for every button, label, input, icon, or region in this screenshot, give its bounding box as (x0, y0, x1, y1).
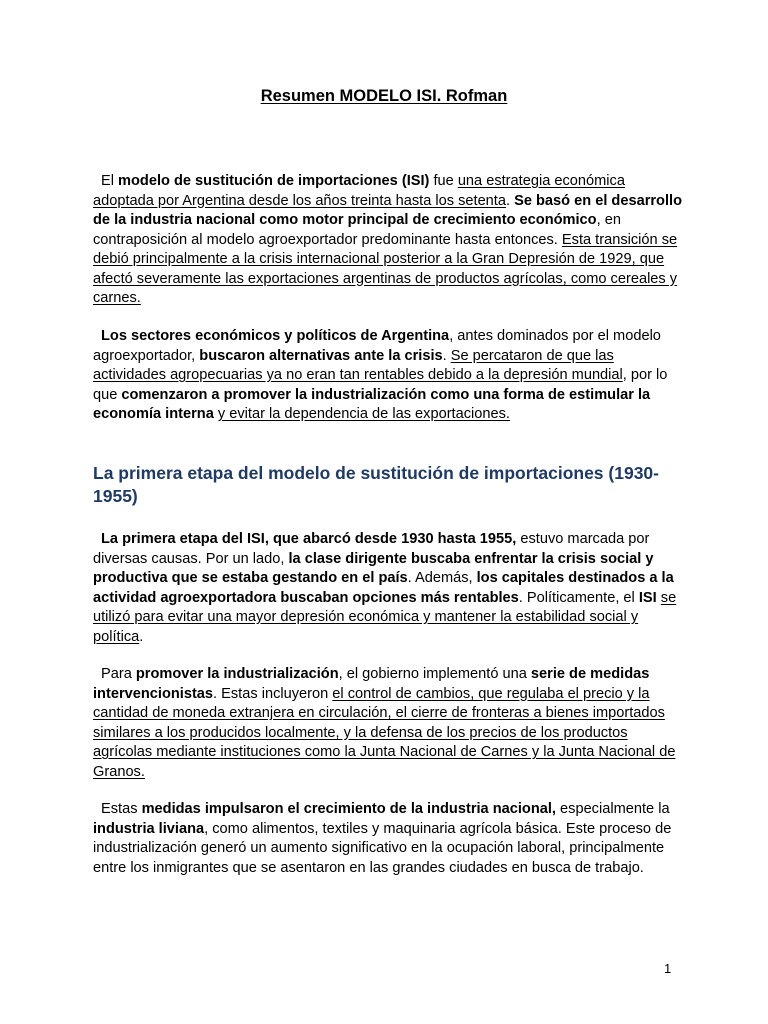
paragraph-growth (93, 800, 683, 878)
bold-run: modelo de sustitución de importaciones (ISI) (118, 173, 430, 189)
paragraph-first-stage (93, 530, 683, 647)
text-run: , antes dominados por el modelo agroexportador, (93, 328, 661, 364)
text-run: especialmente la (555, 801, 670, 817)
text-run: Para (101, 666, 136, 682)
bold-run: Se basó en el desarrollo de la industria nacional como motor principal de crecimiento económico (93, 192, 682, 228)
underlined-run: y evitar la dependencia de las exportaciones. (217, 406, 510, 422)
bold-run: ISI (638, 589, 657, 606)
bold-run: los capitales destinados a la actividad agroexportadora buscaban opciones más rentables (93, 570, 674, 606)
bold-run: industria liviana (93, 820, 205, 837)
text-run: . Además, (407, 570, 477, 586)
underlined-run: Se percataron de que las actividades agropecuarias ya no eran tan rentables debido a la depresión mundial (93, 347, 623, 383)
text-run: , como alimentos, textiles y maquinaria agrícola básica. Este proceso de industrialización generó un aumento significativo en la ocupación laboral, principalmente entre los inmigrantes que se asentaron en las grandes ciudades en busca de trabajo. (93, 820, 672, 876)
text-run: fue (429, 173, 458, 189)
paragraph-measures (93, 665, 683, 782)
text-run: , por lo que (93, 367, 668, 403)
paragraph-intro (93, 172, 683, 309)
text-run: estuvo marcada por diversas causas. Por un lado, (93, 531, 650, 567)
bold-run: Los sectores económicos y políticos de Argentina (101, 328, 450, 344)
text-run: Estas (101, 801, 142, 817)
paragraph-sectors (93, 327, 683, 425)
bold-run: comenzaron a promover la industrialización como una forma de estimular la economía interna (93, 386, 651, 422)
bold-run: La primera etapa del ISI, que abarcó desde 1930 hasta 1955, (101, 531, 517, 547)
section-heading: La primera etapa del modelo de sustitución de importaciones (1930-1955) (93, 463, 659, 506)
text-run: , el gobierno implementó una (338, 666, 531, 682)
bold-run: serie de medidas intervencionistas (93, 666, 650, 702)
underlined-run: el control de cambios, que regulaba el precio y la cantidad de moneda extranjera en circulación, el cierre de fronteras a bienes importados similares a los producidos localmente, y la defensa de los precios de los productos agrícolas mediante instituciones como la Junta Nacional de Carnes y la Junta Nacional de Granos. (93, 685, 676, 780)
text-run: , en contraposición al modelo agroexportador predominante hasta entonces. (93, 212, 621, 248)
underlined-run: una estrategia económica adoptada por Argentina desde los años treinta hasta los setenta (93, 173, 625, 209)
bold-run: buscaron alternativas ante la crisis (199, 347, 443, 364)
underlined-run: Esta transición se debió principalmente a la crisis internacional posterior a la Gran Depresión de 1929, que afectó severamente las exportaciones argentinas de productos agrícolas, como cereales y carnes. (93, 231, 678, 306)
bold-run: promover la industrialización (135, 666, 339, 682)
page-number: 1 (664, 961, 672, 976)
text-run: . Políticamente, el (518, 589, 639, 606)
underlined-run: se utilizó para evitar una mayor depresión económica y mantener la estabilidad social y política (93, 589, 677, 645)
text-run: . Estas incluyeron (213, 685, 333, 702)
text-run: . (442, 347, 451, 364)
text-run: . (505, 192, 515, 209)
bold-run: la clase dirigente buscaba enfrentar la crisis social y productiva que se estaba gestando en el país (93, 550, 654, 586)
document-title: Resumen MODELO ISI. Rofman (260, 87, 508, 105)
bold-run: medidas impulsaron el crecimiento de la industria nacional, (141, 801, 556, 817)
text-run: . (139, 628, 144, 645)
text-run: El (101, 173, 119, 189)
